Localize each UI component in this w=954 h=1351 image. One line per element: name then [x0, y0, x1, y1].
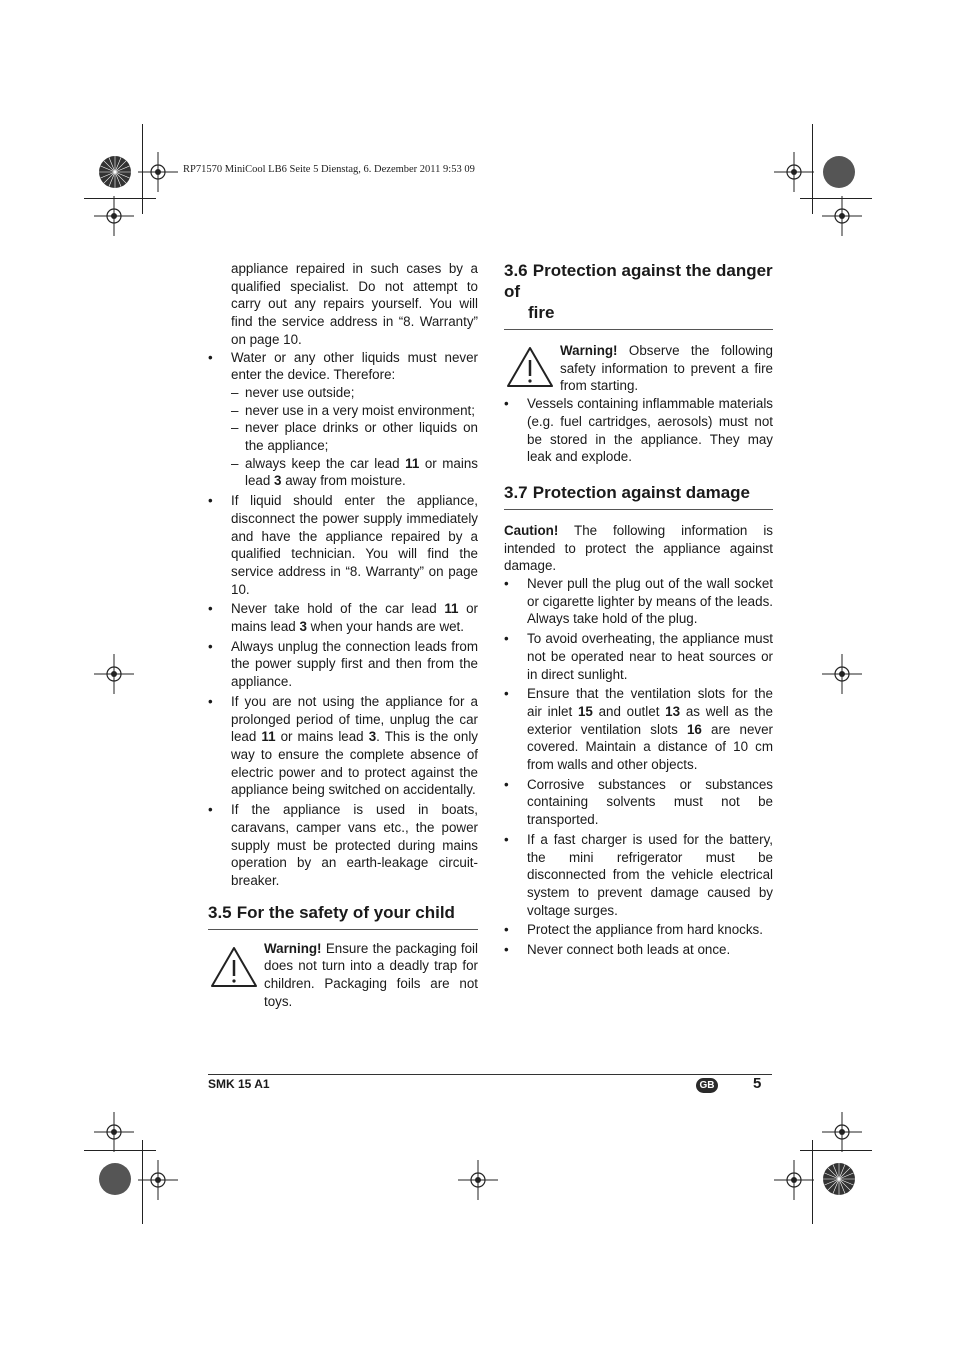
sunburst-registration-mark: [98, 1162, 132, 1196]
list-item: • Water or any other liquids must never enter the device. Therefore: – never use outside; – never use in a very moist environment; – never place drinks or other liquids on the appliance; – always keep the car lead 11 or mains lead 3 away from moisture.: [208, 349, 478, 491]
sunburst-registration-mark: [822, 155, 856, 189]
crop-mark: [84, 198, 156, 199]
fire-bullets: [504, 395, 773, 466]
crop-mark: [800, 198, 872, 199]
list-item: • Ensure that the ventilation slots for the air inlet 15 and outlet 13 as well as the exterior ventilation slots 16 are never covered. Maintain a distance of 10 cm from walls and other objects.: [504, 685, 773, 774]
sunburst-registration-mark: [822, 1162, 856, 1196]
left-column: [208, 260, 478, 1010]
warning-text: Warning! Ensure the packaging foil does not turn into a deadly trap for children. Packaging foils are not toys.: [264, 940, 478, 1009]
crosshair-registration-mark: [822, 654, 862, 694]
crosshair-registration-mark: [774, 1160, 814, 1200]
list-item: • Never connect both leads at once.: [504, 941, 773, 959]
crop-mark: [812, 1140, 813, 1224]
crosshair-registration-mark: [138, 152, 178, 192]
warning-box: [504, 342, 773, 395]
warning-text: Warning! Observe the following safety information to prevent a fire from starting.: [560, 343, 773, 394]
section-heading: 3.7 Protection against damage: [504, 482, 751, 502]
section-heading: 3.5 For the safety of your child: [208, 902, 478, 930]
list-item: • Never take hold of the car lead 11 or mains lead 3 when your hands are wet.: [208, 600, 478, 635]
model-number: SMK 15 A1: [208, 1077, 270, 1091]
language-badge: GB: [696, 1078, 718, 1093]
crop-mark: [84, 1150, 156, 1151]
crop-mark: [142, 124, 143, 214]
crosshair-registration-mark: [822, 196, 862, 236]
crop-mark: [800, 1150, 872, 1151]
crop-mark: [142, 1140, 143, 1224]
right-column: [504, 260, 773, 961]
list-item: • Corrosive substances or substances containing solvents must not be transported.: [504, 776, 773, 829]
crosshair-registration-mark: [774, 152, 814, 192]
crosshair-registration-mark: [94, 654, 134, 694]
safety-bullets: [208, 349, 478, 890]
sunburst-registration-mark: [98, 155, 132, 189]
list-item: • To avoid overheating, the appliance must not be operated near to heat sources or in direct sunlight.: [504, 630, 773, 683]
warning-box: [208, 940, 478, 1011]
dash-item: – always keep the car lead 11 or mains lead 3 away from moisture.: [231, 455, 478, 490]
caution-text: Caution! The following information is intended to protect the appliance against damage.: [504, 522, 773, 574]
damage-bullets: [504, 575, 773, 959]
list-item: • Always unplug the connection leads from the power supply first and then from the appliance.: [208, 638, 478, 691]
crosshair-registration-mark: [94, 1112, 134, 1152]
list-item: • Protect the appliance from hard knocks.: [504, 921, 773, 939]
paragraph: appliance repaired in such cases by a qualified specialist. Do not attempt to carry out any repairs yourself. You will find the service address in “8. Warranty” on page 10.: [231, 261, 478, 347]
list-item: • If you are not using the appliance for a prolonged period of time, unplug the car lead 11 or mains lead 3. This is the only way to ensure the complete absence of electric power and to protect against the appliance being switched on accidentally.: [208, 693, 478, 799]
crosshair-registration-mark: [94, 196, 134, 236]
dash-item: – never use in a very moist environment;: [231, 402, 478, 420]
list-item: • Never pull the plug out of the wall socket or cigarette lighter by means of the leads. Always take hold of the plug.: [504, 575, 773, 628]
warning-triangle-icon: [210, 946, 258, 988]
list-item: • If a fast charger is used for the battery, the mini refrigerator must be disconnected from the vehicle electrical system to prevent damage caused by voltage surges.: [504, 831, 773, 920]
warning-triangle-icon: [506, 346, 554, 388]
page-number: 5: [753, 1075, 762, 1092]
crosshair-registration-mark: [458, 1160, 498, 1200]
dash-item: – never place drinks or other liquids on the appliance;: [231, 419, 478, 454]
dash-list: [231, 384, 478, 490]
list-item: • If liquid should enter the appliance, disconnect the power supply immediately and have the appliance repaired by a qualified technician. You will find the service address in “8. Warranty” on page 10.: [208, 492, 478, 598]
footer-rule: [208, 1074, 772, 1075]
print-slug: RP71570 MiniCool LB6 Seite 5 Dienstag, 6. Dezember 2011 9:53 09: [183, 164, 475, 175]
crop-mark: [812, 124, 813, 214]
crosshair-registration-mark: [138, 1160, 178, 1200]
list-item: • Vessels containing inflammable materials (e.g. fuel cartridges, aerosols) must not be stored in the appliance. They may leak and explode.: [504, 395, 773, 466]
section-heading: 3.6 Protection against the danger of fire: [504, 260, 773, 330]
dash-item: – never use outside;: [231, 384, 478, 402]
list-item: • If the appliance is used in boats, caravans, camper vans etc., the power supply must be protected during mains operation by an earth-leakage circuit-breaker.: [208, 801, 478, 890]
crosshair-registration-mark: [822, 1112, 862, 1152]
